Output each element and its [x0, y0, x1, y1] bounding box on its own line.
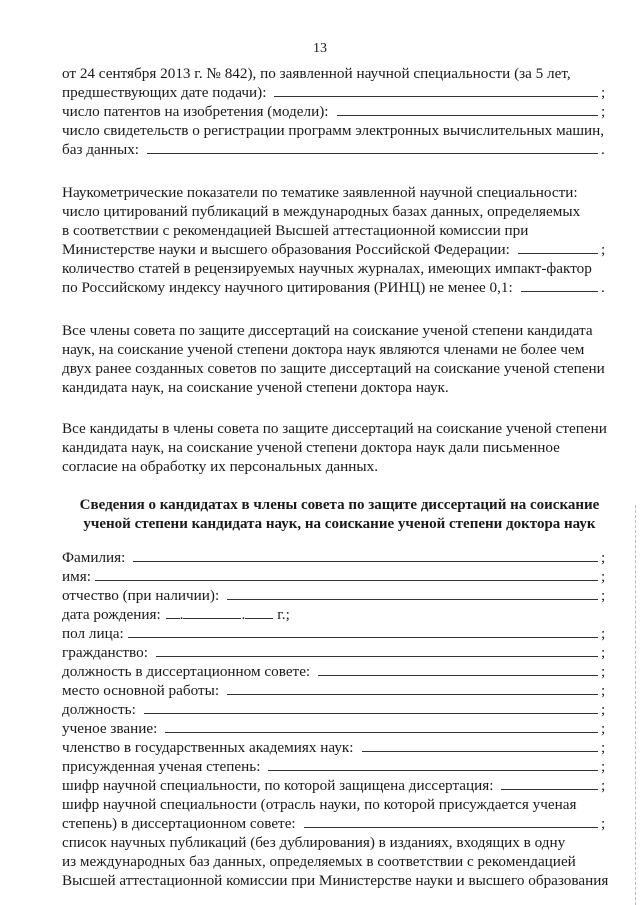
semicolon: ;: [601, 587, 606, 604]
text: Все кандидаты в члены совета по защите диссертаций на соискание ученой степени: [62, 420, 607, 437]
blank-line[interactable]: [318, 662, 598, 676]
semicolon: ;: [601, 701, 606, 718]
semicolon: ;: [601, 739, 606, 756]
blank-line[interactable]: [156, 643, 598, 657]
semicolon: ;: [601, 568, 606, 585]
blank-line[interactable]: [304, 814, 598, 828]
blank-line[interactable]: [128, 624, 598, 638]
field-council-specialty: [62, 814, 607, 833]
month-blank[interactable]: [183, 605, 241, 619]
blank-line[interactable]: [133, 548, 598, 562]
separator: .: [179, 606, 184, 623]
field-position: [62, 700, 607, 719]
heading-line: Сведения о кандидатах в члены совета по защите диссертаций на соискание: [79, 497, 600, 513]
semicolon: ;: [601, 625, 606, 642]
field-label: шифр научной специальности, по которой защищена диссертация:: [62, 777, 494, 794]
day-blank[interactable]: [166, 605, 180, 619]
period: .: [601, 279, 605, 296]
field-databases: [62, 140, 607, 159]
text: Высшей аттестационной комиссии при Министерстве науки и высшего образования: [62, 872, 609, 889]
blank-line[interactable]: [227, 586, 598, 600]
blank-line[interactable]: [147, 140, 598, 154]
text-line: [62, 359, 607, 378]
field-label: баз данных:: [62, 141, 140, 158]
field-label: Министерстве науки и высшего образования Российской Федерации:: [62, 241, 510, 258]
paragraph-members: [62, 321, 607, 397]
field-label: должность в диссертационном совете:: [62, 663, 311, 680]
blank-line[interactable]: [274, 83, 598, 97]
period: .: [601, 141, 605, 158]
field-label: дата рождения:: [62, 606, 161, 623]
field-label: пол лица:: [62, 625, 124, 642]
blank-line[interactable]: [144, 700, 598, 714]
field-name: [62, 567, 607, 586]
semicolon: ;: [601, 758, 606, 775]
semicolon: ;: [601, 663, 606, 680]
text-line: [62, 419, 607, 438]
blank-line[interactable]: [268, 757, 598, 771]
semicolon: ;: [601, 682, 606, 699]
semicolon: ;: [601, 720, 606, 737]
text-line: [62, 259, 607, 278]
field-patents: [62, 102, 607, 121]
text: Все члены совета по защите диссертаций на соискание ученой степени кандидата: [62, 322, 593, 339]
text: в соответствии с рекомендацией Высшей аттестационной комиссии при: [62, 222, 529, 239]
text: список научных публикаций (без дублирования) в изданиях, входящих в одну: [62, 834, 566, 851]
blank-line[interactable]: [521, 278, 598, 292]
semicolon: ;: [601, 815, 606, 832]
document-body: [62, 64, 607, 890]
text: наук, на соискание ученой степени доктора наук являются членами не более чем: [62, 341, 585, 358]
text: число свидетельств о регистрации программ электронных вычислительных машин,: [62, 122, 605, 139]
semicolon: ;: [601, 549, 606, 566]
year-suffix: г.;: [277, 606, 290, 623]
field-label: число патентов на изобретения (модели):: [62, 103, 329, 120]
blank-line[interactable]: [518, 240, 598, 254]
field-label: должность:: [62, 701, 136, 718]
text: кандидата наук, на соискание ученой степени доктора наук дали письменное: [62, 439, 560, 456]
text: число цитирований публикаций в международных базах данных, определяемых: [62, 203, 581, 220]
text: количество статей в рецензируемых научных журналах, имеющих импакт-фактор: [62, 260, 592, 277]
field-specialty-code: [62, 776, 607, 795]
text-line: [62, 457, 607, 476]
text: от 24 сентября 2013 г. № 842), по заявленной научной специальности (за 5 лет,: [62, 65, 571, 82]
field-prior-years: [62, 83, 607, 102]
year-blank[interactable]: [245, 605, 273, 619]
text-line: [62, 871, 607, 890]
section-heading: [62, 496, 617, 534]
text-line: [62, 340, 607, 359]
field-label: шифр научной специальности (отрасль науки, по которой присуждается ученая: [62, 796, 577, 813]
field-label: имя:: [62, 568, 91, 585]
field-degree: [62, 757, 607, 776]
text: двух ранее созданных советов по защите диссертаций на соискание ученой степени: [62, 360, 605, 377]
field-citizenship: [62, 643, 607, 662]
field-label: место основной работы:: [62, 682, 220, 699]
field-birth-date: [62, 605, 607, 624]
blank-line[interactable]: [362, 738, 598, 752]
field-sex: [62, 624, 607, 643]
blank-line[interactable]: [337, 102, 598, 116]
text-line: [62, 202, 607, 221]
text-line: [62, 833, 607, 852]
text-line: [62, 64, 607, 83]
field-label: предшествующих дате подачи):: [62, 84, 267, 101]
publications-text: [62, 833, 607, 890]
blank-line[interactable]: [165, 719, 598, 733]
text: кандидата наук, на соискание ученой степени доктора наук.: [62, 379, 449, 396]
text-line: [62, 378, 607, 397]
field-surname: [62, 548, 607, 567]
blank-line[interactable]: [227, 681, 598, 695]
field-label: гражданство:: [62, 644, 148, 661]
text: Наукометрические показатели по тематике заявленной научной специальности:: [62, 184, 578, 201]
semicolon: ;: [601, 103, 606, 120]
text-line: [62, 121, 607, 140]
text-line: [62, 221, 607, 240]
field-council-position: [62, 662, 607, 681]
separator: .: [241, 606, 246, 623]
field-label: по Российскому индексу научного цитирования (РИНЦ) не менее 0,1:: [62, 279, 513, 296]
field-label: ученое звание:: [62, 720, 158, 737]
text: согласие на обработку их персональных данных.: [62, 458, 379, 475]
blank-line[interactable]: [95, 567, 598, 581]
field-label: Фамилия:: [62, 549, 126, 566]
semicolon: ;: [601, 644, 606, 661]
text-line: [62, 795, 607, 814]
text-line: [62, 321, 607, 340]
page-number: 13: [313, 41, 327, 56]
field-label: присужденная ученая степень:: [62, 758, 261, 775]
field-academy-membership: [62, 738, 607, 757]
text: из международных баз данных, определяемых в соответствии с рекомендацией: [62, 853, 576, 870]
blank-line[interactable]: [501, 776, 598, 790]
text-line: [62, 852, 607, 871]
field-workplace: [62, 681, 607, 700]
semicolon: ;: [601, 777, 606, 794]
field-citations: [62, 240, 607, 259]
field-academic-title: [62, 719, 607, 738]
field-label: отчество (при наличии):: [62, 587, 220, 604]
field-rinc-articles: [62, 278, 607, 297]
field-patronymic: [62, 586, 607, 605]
semicolon: ;: [601, 241, 606, 258]
heading-line: ученой степени кандидата наук, на соискание ученой степени доктора наук: [83, 516, 596, 532]
semicolon: ;: [601, 84, 606, 101]
text-line: [62, 438, 607, 457]
field-label: степень) в диссертационном совете:: [62, 815, 296, 832]
scan-edge-line: [635, 505, 636, 905]
paragraph-consent: [62, 419, 607, 476]
text-line: [62, 183, 607, 202]
field-label: членство в государственных академиях наук:: [62, 739, 354, 756]
